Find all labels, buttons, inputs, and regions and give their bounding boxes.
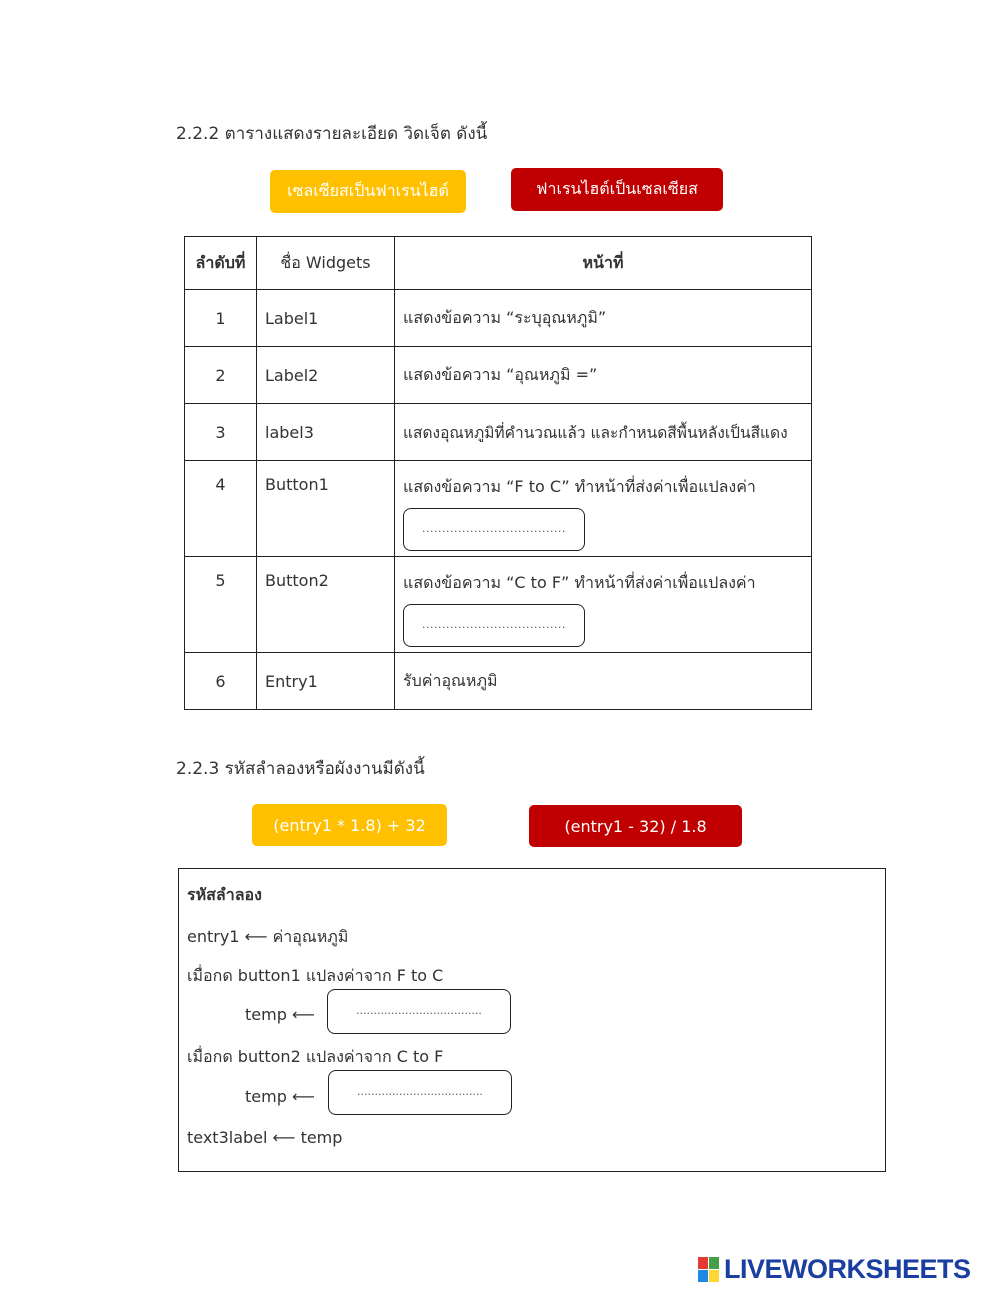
liveworksheets-logo-icon	[698, 1257, 720, 1283]
row-widget-name: Label1	[257, 290, 395, 347]
table-row	[185, 290, 812, 347]
row-description-text: แสดงข้อความ “C to F” ทำหน้าที่ส่งค่าเพื่อแปลงค่า	[403, 573, 756, 592]
row-number: 5	[185, 557, 257, 653]
pseudocode-line-button2: เมื่อกด button2 แปลงค่าจาก C to F	[187, 1047, 444, 1066]
row-widget-name: label3	[257, 404, 395, 461]
row-widget-name: Button2	[257, 557, 395, 653]
row-widget-name: Button1	[257, 461, 395, 557]
row-number: 1	[185, 290, 257, 347]
pseudocode-line-button1: เมื่อกด button1 แปลงค่าจาก F to C	[187, 966, 444, 985]
row-widget-name: Label2	[257, 347, 395, 404]
row-widget-name: Entry1	[257, 653, 395, 710]
row-description-text: แสดงข้อความ “F to C” ทำหน้าที่ส่งค่าเพื่อแปลงค่า	[403, 477, 756, 496]
table-row	[185, 653, 812, 710]
row-number: 4	[185, 461, 257, 557]
option-formula-f-to-c[interactable]: (entry1 - 32) / 1.8	[529, 805, 742, 847]
row-description: แสดงข้อความ “อุณหภูมิ =”	[395, 347, 812, 404]
pseudocode-title: รหัสลำลอง	[187, 885, 262, 904]
row-description: รับค่าอุณหภูมิ	[395, 653, 812, 710]
liveworksheets-logo-text: LIVEWORKSHEETS	[724, 1254, 971, 1284]
header-order: ลำดับที่	[185, 237, 257, 290]
pseudocode-line-output: text3label ⟵ temp	[187, 1128, 343, 1147]
pseudocode-box	[178, 868, 886, 1172]
table-row	[185, 461, 812, 557]
option-celsius-to-fahrenheit[interactable]: เซลเซียสเป็นฟาเรนไฮต์	[270, 170, 466, 213]
answer-dropzone-temp1[interactable]: ....................................	[327, 989, 511, 1034]
row-description: แสดงข้อความ “ระบุอุณหภูมิ”	[395, 290, 812, 347]
row-number: 3	[185, 404, 257, 461]
answer-dropzone-button1[interactable]: ....................................	[403, 508, 585, 551]
header-function: หน้าที่	[395, 237, 812, 290]
pseudocode-line-entry: entry1 ⟵ ค่าอุณหภูมิ	[187, 927, 349, 946]
section-heading-pseudocode: 2.2.3 รหัสลำลองหรือผังงานมีดังนี้	[176, 759, 425, 779]
widgets-table	[184, 236, 812, 710]
table-row	[185, 347, 812, 404]
row-description	[395, 461, 812, 557]
pseudocode-line-temp2: temp ⟵	[245, 1087, 315, 1106]
table-row	[185, 404, 812, 461]
row-description: แสดงอุณหภูมิที่คำนวณแล้ว และกำหนดสีพื้นหลังเป็นสีแดง	[395, 404, 812, 461]
section-heading-widgets: 2.2.2 ตารางแสดงรายละเอียด วิดเจ็ต ดังนี้	[176, 124, 488, 144]
pseudocode-line-temp1: temp ⟵	[245, 1005, 315, 1024]
option-formula-c-to-f[interactable]: (entry1 * 1.8) + 32	[252, 804, 447, 846]
answer-dropzone-button2[interactable]: ....................................	[403, 604, 585, 647]
row-number: 2	[185, 347, 257, 404]
table-header-row	[185, 237, 812, 290]
liveworksheets-logo	[698, 1254, 971, 1285]
row-description	[395, 557, 812, 653]
answer-dropzone-temp2[interactable]: ....................................	[328, 1070, 512, 1115]
table-row	[185, 557, 812, 653]
row-number: 6	[185, 653, 257, 710]
header-widget-name: ชื่อ Widgets	[257, 237, 395, 290]
option-fahrenheit-to-celsius[interactable]: ฟาเรนไฮต์เป็นเซลเซียส	[511, 168, 723, 211]
